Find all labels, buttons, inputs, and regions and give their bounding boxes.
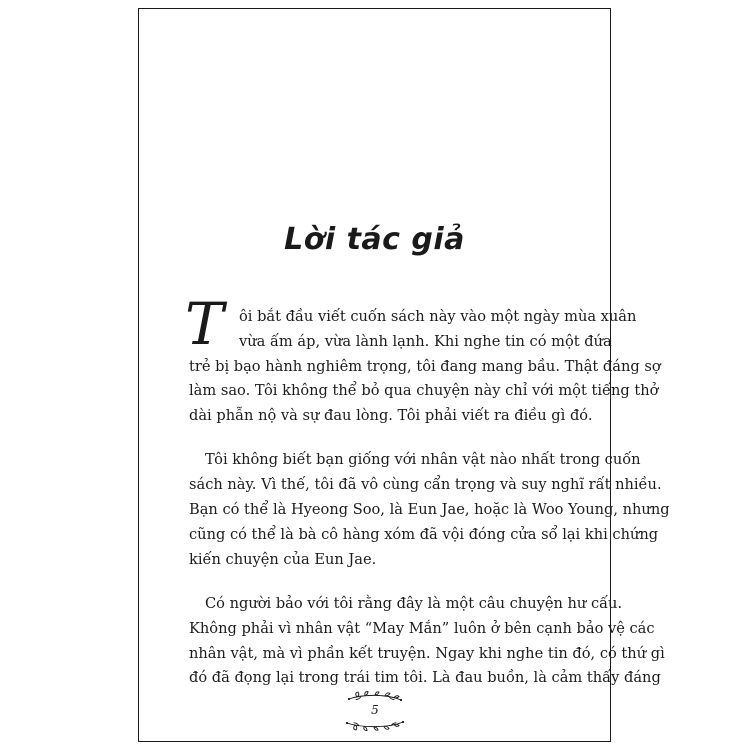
text-line: trẻ bị bạo hành nghiêm trọng, tôi đang mang bầu. Thật đáng sợ	[189, 357, 661, 375]
drop-cap: T	[185, 290, 224, 358]
book-page	[138, 8, 670, 742]
page-folio	[339, 691, 411, 731]
paragraph-1	[185, 290, 661, 429]
text-line: nhân vật, mà vì phần kết truyện. Ngay khi nghe tin đó, có thứ gì	[189, 644, 665, 662]
text-line: Có người bảo với tôi rằng đây là một câu chuyện hư cấu.	[205, 594, 623, 612]
text-line: đó đã đọng lại trong trái tim tôi. Là đau buồn, là cảm thấy đáng	[189, 669, 661, 687]
text-line: ôi bắt đầu viết cuốn sách này vào một ngày mùa xuân	[239, 308, 637, 325]
body-text	[185, 290, 670, 711]
text-line: Bạn có thể là Hyeong Soo, là Eun Jae, hoặc là Woo Young, nhưng	[189, 501, 670, 519]
chapter-title: Lời tác giả	[284, 222, 465, 257]
text-line: dài phẫn nộ và sự đau lòng. Tôi phải viết ra điều gì đó.	[189, 407, 593, 425]
text-line: sách này. Vì thế, tôi đã vô cùng cẩn trọng và suy nghĩ rất nhiều.	[189, 476, 662, 494]
text-line: kiến chuyện của Eun Jae.	[189, 550, 377, 568]
text-line: vừa ấm áp, vừa lành lạnh. Khi nghe tin có một đứa	[239, 332, 612, 350]
text-line: làm sao. Tôi không thể bỏ qua chuyện này chỉ với một tiếng thở	[189, 382, 659, 400]
paragraph-3	[189, 592, 665, 691]
page-number: 5	[371, 703, 379, 717]
text-line: cũng có thể là bà cô hàng xóm đã vội đóng cửa sổ lại khi chứng	[189, 525, 659, 543]
text-line: Tôi không biết bạn giống với nhân vật nào nhất trong cuốn	[205, 451, 641, 469]
text-line: Không phải vì nhân vật “May Mắn” luôn ở bên cạnh bảo vệ các	[189, 619, 655, 637]
paragraph-2	[189, 448, 670, 572]
